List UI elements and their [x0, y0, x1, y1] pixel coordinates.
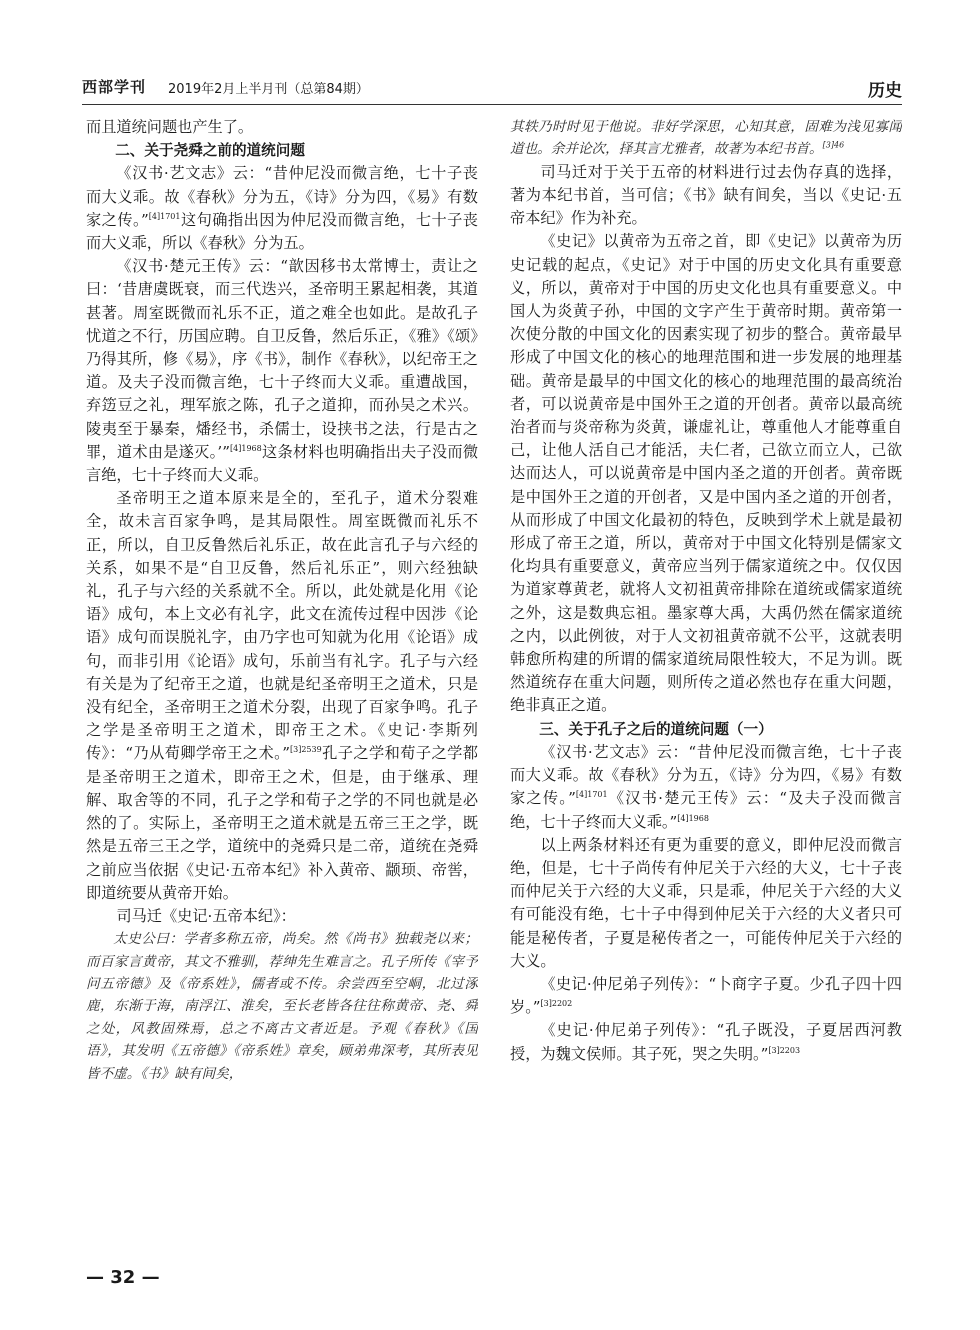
paragraph [86, 928, 478, 1085]
paragraph-text: 《汉书·楚元王传》云：“及夫子没而微言绝，七十子终而大义乖。” [510, 789, 902, 831]
citation-mark: [3]46 [822, 140, 845, 150]
paragraph-text: 《史记·仲尼弟子列传》：“孔子既没，子夏居西河教授，为魏文侯师。其子死，哭之失明。” [510, 1021, 902, 1063]
paragraph [86, 162, 478, 255]
paragraph-text: 《史记》以黄帝为五帝之首，即《史记》以黄帝为历史记载的起点，《史记》对于中国的历史文化具有重要意义，所以，黄帝对于中国的历史文化也具有重要意义。中国人为炎黄子孙，中国的文字产生于黄帝时期。黄帝第一次使分散的中国文化的因素实现了初步的整合。黄帝最早形成了中国文化的核心的地理范围和进一步发展的地理基础。黄帝是最早的中国文化的核心的地理范围的最高统治者，可以说黄帝是中国外王之道的开创者。黄帝以最高统治者而与炎帝称为炎黄，谦虚礼让，尊重他人才能尊重自己，让他人活自己才能活，夫仁者，己欲立而立人，己欲达而达人，可以说黄帝是中国内圣之道的开创者。黄帝既是中国外王之道的开创者，又是中国内圣之道的开创者，从而形成了中国文化最初的特色，反映到学术上就是最初形成了帝王之道，所以，黄帝对于中国文化特别是儒家文化均具有重要意义，黄帝应当列于儒家道统之中。仅仅因为道家尊黄老，就将人文初祖黄帝排除在道统或儒家道统之外，这是数典忘祖。墨家尊大禹，大禹仍然在儒家道统之内，以此例彼，对于人文初祖黄帝就不公平，这就表明韩愈所构建的所谓的儒家道统局限性较大，不足为训。既然道统存在重大问题，则所传之道必然也存在重大问题，绝非真正之道。 [510, 232, 902, 715]
issue-info: 2019年2月上半月刊（总第84期） [168, 82, 369, 97]
paragraph-text: 《史记·仲尼弟子列传》：“卜商字子夏。少孔子四十四岁。” [510, 974, 902, 1017]
paragraph-text: 司马迁对于关于五帝的材料进行过去伪存真的选择，著为本纪书首，当可信；《书》缺有间矣，当以《史记·五帝本纪》作为补充。 [510, 162, 902, 228]
paragraph-text: 而且道统问题也产生了。 [86, 118, 254, 136]
paragraph-text: 以上两条材料还有更为重要的意义，即仲尼没而微言绝，但是，七十子尚传有仲尼关于六经的大义，七十子丧而仲尼关于六经的大义乖，只是乖，仲尼关于六经的大义有可能没有绝，七十子中得到仲尼关于六经的大义者只可能是秘传者，子夏是秘传者之一，可能传仲尼关于六经的大义。 [510, 835, 902, 970]
citation-mark: [4]1968 [677, 813, 709, 823]
citation-mark: [3]2202 [540, 999, 573, 1009]
citation-mark: [4]1701 [575, 790, 608, 800]
paragraph [86, 487, 478, 905]
paragraph-text: 《汉书·楚元王传》云：“歆因移书太常博士，责让之曰：‘昔唐虞既衰，而三代迭兴，圣帝明王累起相袭，其道甚著。周室既微而礼乐不正，道之难全也如此。是故孔子忧道之不行，历国应聘。自卫反鲁，然后乐正，《雅》《颂》乃得其所，修《易》，序《书》，制作《春秋》，以纪帝王之道。及夫子没而微言绝，七十子终而大义乖。重遭战国，弃笾豆之礼，理军旅之陈，孔子之道抑，而孙吴之术兴。陵夷至于暴秦，燔经书，杀儒士，设挟书之法，行是古之罪，道术由是遂灭。’” [86, 257, 478, 461]
paragraph [510, 161, 902, 231]
paragraph-text: 这条材料也明确指出夫子没而微言绝，七十子终而大义乖。 [86, 442, 478, 485]
paragraph-text: 二、关于尧舜之前的道统问题 [115, 142, 305, 160]
paragraph-text: 太史公曰：学者多称五帝，尚矣。然《尚书》独载尧以来；而百家言黄帝，其文不雅驯，荐绅先生难言之。孔子所传《宰予问五帝德》及《帝系姓》，儒者或不传。余尝西至空峒，北过涿鹿，东渐于海，南浮江、淮矣，至长老皆各往往称黄帝、尧、舜之处，风教固殊焉，总之不离古文者近是。予观《春秋》《国语》，其发明《五帝德》《帝系姓》章矣，顾弟弗深考，其所表见皆不虚。《书》缺有间矣， [86, 931, 478, 1082]
paragraph-text: 其轶乃时时见于他说。非好学深思，心知其意，固难为浅见寡闻道也。余并论次，择其言尤雅者，故著为本纪书首。 [510, 119, 902, 158]
section-heading [86, 139, 478, 162]
header-rule [82, 104, 902, 105]
page-number: — 32 — [86, 1267, 160, 1288]
section-label: 历史 [868, 81, 902, 101]
paragraph-text: 《汉书·艺文志》云：“昔仲尼没而微言绝，七十子丧而大义乖。故《春秋》分为五，《诗》分为四，《易》有数家之传。” [510, 742, 902, 808]
paragraph [86, 905, 478, 928]
paragraph [510, 973, 902, 1019]
paragraph [510, 741, 902, 834]
paragraph-text: 这句确指出因为仲尼没而微言绝，七十子丧而大义乖，所以《春秋》分为五。 [86, 210, 478, 253]
paragraph [86, 116, 478, 139]
paragraph-text: 《汉书·艺文志》云：“昔仲尼没而微言绝，七十子丧而大义乖。故《春秋》分为五，《诗》分为四，《易》有数家之传。” [86, 164, 478, 229]
citation-mark: [4]1968 [230, 443, 262, 453]
citation-mark: [3]2203 [768, 1045, 801, 1055]
citation-mark: [3]2539 [289, 745, 322, 755]
paragraph [510, 116, 902, 161]
paragraph-text: 孔子之学和荀子之学都是圣帝明王之道术，即帝王之术，但是，由于继承、理解、取舍等的不同，孔子之学和荀子之学的不同也就是必然的了。实际上，圣帝明王之道术就是五帝三王之学，既然是五帝三王之学，道统中的尧舜只是二帝，道统在尧舜之前应当依据《史记·五帝本纪》补入黄帝、颛顼、帝喾，即道统要从黄帝开始。 [86, 744, 478, 902]
paragraph [510, 230, 902, 717]
paragraph [510, 1019, 902, 1065]
paragraph-text: 圣帝明王之道本原来是全的，至孔子，道术分裂难全，故未言百家争鸣，是其局限性。周室既微而礼乐不正，所以，自卫反鲁然后礼乐正，故在此言孔子与六经的关系，如果不是“自卫反鲁，然后礼乐正”，则六经独缺礼，孔子与六经的关系就不全。所以，此处就是化用《论语》成句，本上文必有礼字，此文在流传过程中因涉《论语》成句而误脱礼字，由乃字也可知就为化用《论语》成句，而非引用《论语》成句，乐前当有礼字。孔子与六经有关是为了纪帝王之道，也就是纪圣帝明王之道术，只是没有纪全，圣帝明王之道术分裂，出现了百家争鸣。孔子之学是圣帝明王之道术，即帝王之术。《史记·李斯列传》：“乃从荀卿学帝王之术。” [86, 489, 478, 763]
paragraph [86, 255, 478, 487]
citation-mark: [4]1701 [148, 211, 181, 221]
section-heading [510, 718, 902, 741]
paragraph [510, 834, 902, 973]
paragraph-text: 三、关于孔子之后的道统问题（一） [539, 720, 773, 738]
running-header [82, 72, 902, 102]
paragraph-text: 司马迁《史记·五帝本纪》： [116, 906, 296, 925]
left-column [86, 116, 478, 1264]
journal-name: 西部学刊 [82, 78, 147, 96]
right-column [510, 116, 902, 1264]
